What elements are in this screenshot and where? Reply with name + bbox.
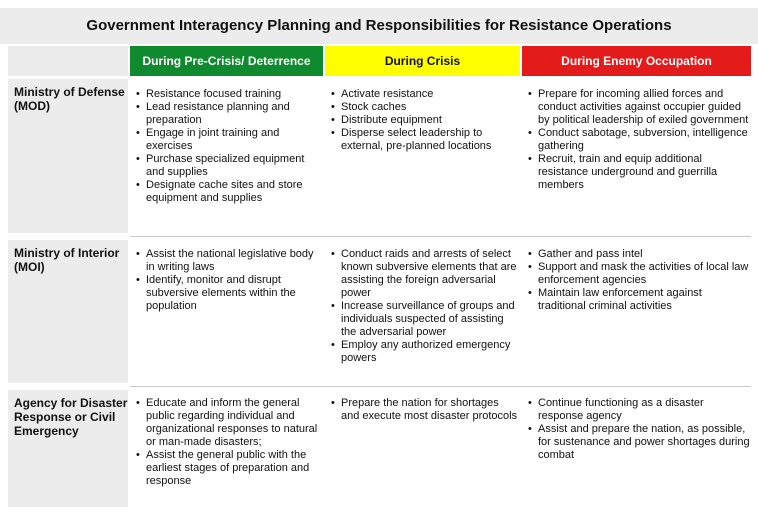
mod-pre-crisis-cell — [134, 88, 322, 205]
list-item: • Assist the general public with the earliest stages of preparation and response — [134, 449, 322, 488]
list-item: • Resistance focused training — [134, 88, 322, 101]
moi-pre-crisis-cell — [134, 248, 322, 313]
column-header-pre-crisis: During Pre-Crisis/ Deterrence — [130, 46, 323, 76]
list-item: • Engage in joint training and exercises — [134, 127, 322, 153]
list-item: • Activate resistance — [329, 88, 518, 101]
mod-occupation-cell — [526, 88, 751, 192]
list-item: • Conduct raids and arrests of select known subversive elements that are assisting the foreign adversarial power — [329, 248, 518, 300]
list-item: • Designate cache sites and store equipment and supplies — [134, 179, 322, 205]
row-divider — [130, 386, 751, 387]
row-divider — [130, 236, 751, 237]
list-item: • Gather and pass intel — [526, 248, 751, 261]
row-label-moi: Ministry of Interior (MOI) — [8, 240, 128, 383]
list-item: • Continue functioning as a disaster response agency — [526, 397, 751, 423]
disaster-pre-crisis-cell — [134, 397, 322, 488]
moi-occupation-cell — [526, 248, 751, 313]
list-item: • Conduct sabotage, subversion, intelligence gathering — [526, 127, 751, 153]
table-title: Government Interagency Planning and Responsibilities for Resistance Operations — [0, 8, 758, 44]
list-item: • Distribute equipment — [329, 114, 518, 127]
list-item: • Recruit, train and equip additional resistance underground and guerrilla members — [526, 153, 751, 192]
list-item: • Prepare for incoming allied forces and conduct activities against occupier guided by political leadership of exiled government — [526, 88, 751, 127]
header-corner — [8, 46, 128, 76]
mod-crisis-cell — [329, 88, 518, 153]
list-item: • Disperse select leadership to external, pre-planned locations — [329, 127, 518, 153]
moi-crisis-cell — [329, 248, 518, 365]
column-header-crisis: During Crisis — [325, 46, 520, 76]
list-item: • Identify, monitor and disrupt subversive elements within the population — [134, 274, 322, 313]
list-item: • Employ any authorized emergency powers — [329, 339, 518, 365]
list-item: • Increase surveillance of groups and individuals suspected of assisting the adversarial power — [329, 300, 518, 339]
list-item: • Educate and inform the general public regarding individual and organizational responses to natural or man-made disasters; — [134, 397, 322, 449]
list-item: • Lead resistance planning and preparation — [134, 101, 322, 127]
disaster-occupation-cell — [526, 397, 751, 462]
list-item: • Assist and prepare the nation, as possible, for sustenance and power shortages during combat — [526, 423, 751, 462]
row-label-mod: Ministry of Defense (MOD) — [8, 79, 128, 233]
list-item: • Stock caches — [329, 101, 518, 114]
disaster-crisis-cell — [329, 397, 518, 423]
list-item: • Assist the national legislative body in writing laws — [134, 248, 322, 274]
column-header-occupation: During Enemy Occupation — [522, 46, 751, 76]
list-item: • Purchase specialized equipment and supplies — [134, 153, 322, 179]
row-label-disaster-agency: Agency for Disaster Response or Civil Emergency — [8, 390, 128, 507]
list-item: • Maintain law enforcement against traditional criminal activities — [526, 287, 751, 313]
list-item: • Support and mask the activities of local law enforcement agencies — [526, 261, 751, 287]
list-item: • Prepare the nation for shortages and execute most disaster protocols — [329, 397, 518, 423]
